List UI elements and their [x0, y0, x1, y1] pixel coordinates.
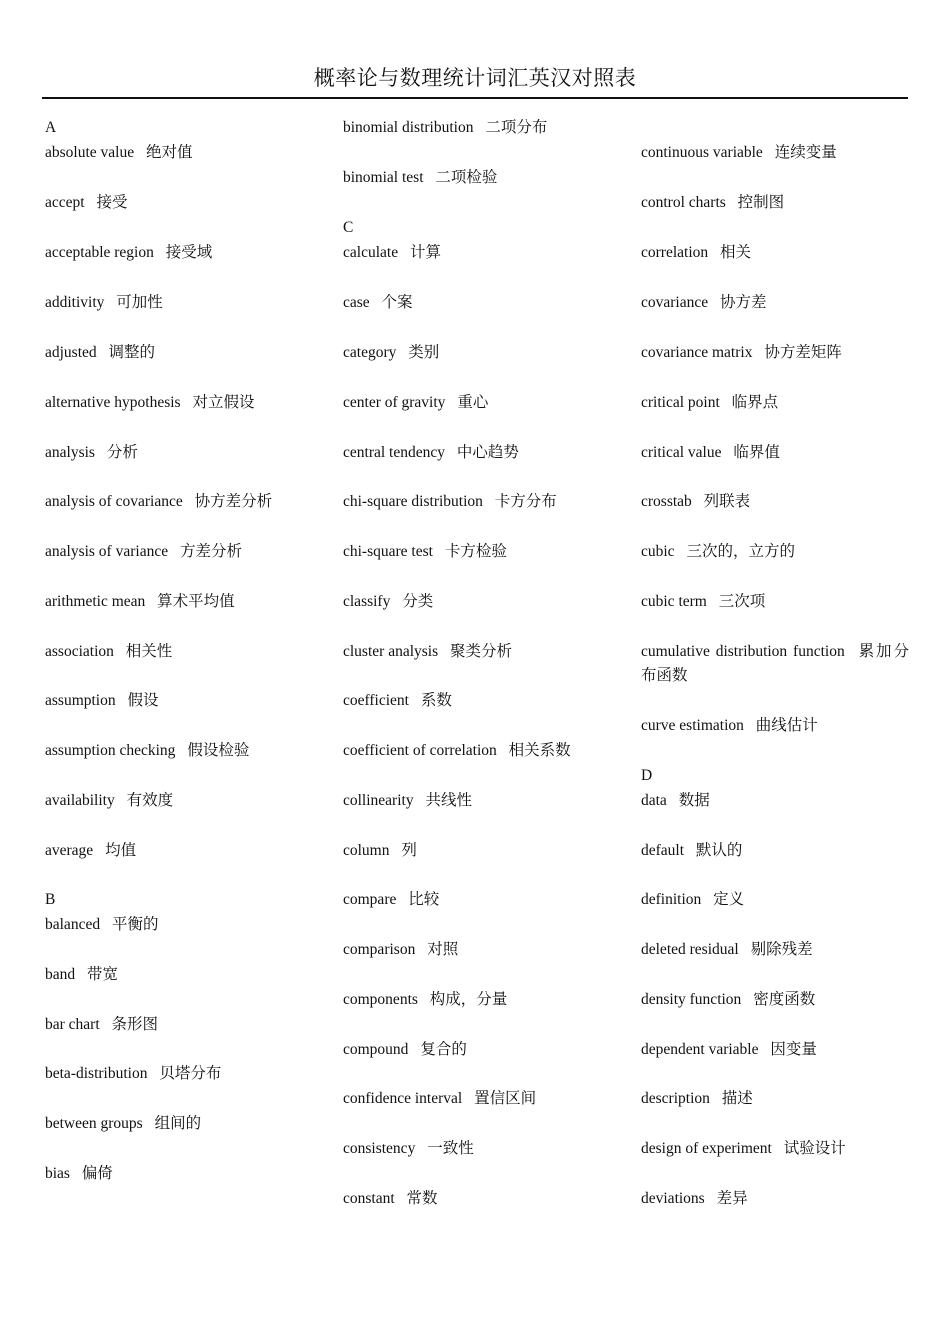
glossary-entry: [343, 391, 488, 415]
term-english: assumption: [45, 692, 116, 709]
term-chinese: 密度函数: [753, 991, 816, 1008]
term-english: bar chart: [45, 1016, 100, 1033]
term-chinese: 平衡的: [111, 916, 159, 933]
term-english: default: [641, 842, 685, 859]
term-chinese: 复合的: [420, 1041, 467, 1058]
term-english: acceptable region: [45, 244, 154, 261]
glossary-entry: [343, 1137, 474, 1161]
term-english: analysis: [45, 444, 95, 461]
term-chinese: 方差分析: [179, 543, 242, 560]
term-english: definition: [641, 891, 702, 908]
glossary-entry: [343, 116, 547, 140]
term-chinese: 类别: [408, 344, 440, 361]
section-letter: A: [45, 119, 57, 136]
glossary-entry: [343, 839, 417, 863]
term-chinese: 试验设计: [783, 1140, 846, 1157]
term-chinese: 三次的，立方的: [686, 543, 795, 560]
term-english: binomial test: [343, 169, 424, 186]
term-chinese: 列: [401, 842, 417, 859]
term-english: central tendency: [343, 444, 445, 461]
glossary-entry: [641, 341, 842, 365]
term-english: binomial distribution: [343, 119, 474, 136]
glossary-entry: [45, 1062, 221, 1086]
term-chinese: 对照: [427, 941, 459, 958]
term-chinese: 卡方检验: [444, 543, 507, 560]
term-chinese: 连续变量: [774, 144, 837, 161]
glossary-entry: [641, 1187, 748, 1211]
glossary-entry: [45, 739, 249, 763]
term-chinese: 对立假设: [192, 394, 255, 411]
term-english: comparison: [343, 941, 416, 958]
glossary-entry: [343, 1038, 467, 1062]
term-chinese: 临界点: [731, 394, 779, 411]
glossary-entry: [343, 789, 472, 813]
glossary-entry: [343, 441, 519, 465]
term-chinese: 共线性: [425, 792, 472, 809]
term-chinese: 可加性: [116, 294, 163, 311]
term-english: availability: [45, 792, 115, 809]
term-english: control charts: [641, 194, 726, 211]
term-chinese: 定义: [713, 891, 745, 908]
glossary-entry: [343, 739, 571, 763]
glossary-entry: [641, 1087, 753, 1111]
term-english: cubic term: [641, 593, 707, 610]
term-chinese: 常数: [406, 1190, 438, 1207]
section-letter: B: [45, 891, 56, 908]
term-chinese: 分类: [402, 593, 434, 610]
glossary-entry: [641, 590, 765, 614]
section-letter: D: [641, 767, 653, 784]
term-english: crosstab: [641, 493, 692, 510]
term-english: analysis of variance: [45, 543, 169, 560]
title-divider: [42, 97, 908, 99]
term-english: assumption checking: [45, 742, 176, 759]
term-english: accept: [45, 194, 85, 211]
glossary-entry: [45, 913, 158, 937]
term-english: compound: [343, 1041, 409, 1058]
term-english: between groups: [45, 1115, 143, 1132]
term-english: data: [641, 792, 667, 809]
glossary-entry: [45, 963, 118, 987]
term-chinese: 二项检验: [435, 169, 498, 186]
term-english: center of gravity: [343, 394, 446, 411]
glossary-entry: [641, 938, 813, 962]
term-chinese: 假设: [127, 692, 159, 709]
glossary-entry: [641, 789, 710, 813]
glossary-entry: [641, 1137, 846, 1161]
term-english: calculate: [343, 244, 399, 261]
glossary-entry: [343, 938, 458, 962]
glossary-entry: [45, 441, 138, 465]
term-chinese: 协方差分析: [194, 493, 273, 510]
term-english: critical point: [641, 394, 720, 411]
term-english: deviations: [641, 1190, 705, 1207]
term-chinese: 默认的: [695, 842, 743, 859]
term-chinese: 中心趋势: [456, 444, 519, 461]
glossary-entry: [343, 1087, 536, 1111]
glossary-entry: [45, 141, 193, 165]
glossary-entry: [45, 1013, 158, 1037]
glossary-entry: [45, 391, 254, 415]
term-english: collinearity: [343, 792, 414, 809]
term-english: coefficient: [343, 692, 409, 709]
glossary-entry: [343, 341, 439, 365]
term-chinese: 列联表: [703, 493, 751, 510]
term-chinese: 计算: [409, 244, 441, 261]
term-chinese: 相关系数: [508, 742, 571, 759]
glossary-entry: [343, 689, 452, 713]
glossary-entry: [343, 490, 557, 514]
glossary-entry: [641, 391, 778, 415]
glossary-entry: [641, 839, 742, 863]
glossary-entry: [343, 888, 439, 912]
term-chinese: 数据: [678, 792, 710, 809]
term-chinese: 因变量: [770, 1041, 817, 1058]
term-english: adjusted: [45, 344, 97, 361]
term-english: cluster analysis: [343, 643, 439, 660]
glossary-entry: [45, 1112, 201, 1136]
term-english: alternative hypothesis: [45, 394, 181, 411]
term-chinese: 接受域: [165, 244, 213, 261]
glossary-entry: [45, 640, 172, 664]
term-english: components: [343, 991, 418, 1008]
term-chinese: 控制图: [737, 194, 785, 211]
glossary-entry: [343, 640, 512, 664]
term-english: dependent variable: [641, 1041, 759, 1058]
term-chinese: 累加分布函数: [641, 643, 910, 684]
term-chinese: 组间的: [154, 1115, 202, 1132]
term-chinese: 置信区间: [474, 1090, 537, 1107]
term-english: balanced: [45, 916, 101, 933]
term-chinese: 绝对值: [145, 144, 193, 161]
term-english: classify: [343, 593, 391, 610]
term-chinese: 假设检验: [187, 742, 250, 759]
term-chinese: 系数: [420, 692, 452, 709]
term-chinese: 个案: [381, 294, 413, 311]
term-english: confidence interval: [343, 1090, 463, 1107]
term-english: description: [641, 1090, 710, 1107]
glossary-entry: [343, 241, 441, 265]
term-english: absolute value: [45, 144, 135, 161]
term-english: constant: [343, 1190, 395, 1207]
term-english: consistency: [343, 1140, 416, 1157]
term-chinese: 描述: [721, 1090, 753, 1107]
term-chinese: 临界值: [733, 444, 780, 461]
term-english: critical value: [641, 444, 722, 461]
term-chinese: 相关: [720, 244, 752, 261]
term-chinese: 相关性: [125, 643, 173, 660]
term-english: design of experiment: [641, 1140, 772, 1157]
glossary-entry: [641, 988, 815, 1012]
glossary-entry: [45, 540, 242, 564]
glossary-entry: [45, 789, 173, 813]
term-english: cubic: [641, 543, 675, 560]
term-chinese: 二项分布: [485, 119, 548, 136]
term-chinese: 剔除残差: [750, 941, 813, 958]
term-chinese: 均值: [105, 842, 137, 859]
term-chinese: 比较: [408, 891, 440, 908]
glossary-entry: [343, 291, 413, 315]
term-chinese: 偏倚: [81, 1165, 113, 1182]
glossary-entry: [343, 166, 497, 190]
glossary-entry: [45, 839, 136, 863]
term-chinese: 曲线估计: [755, 717, 818, 734]
glossary-entry: [45, 341, 155, 365]
term-chinese: 卡方分布: [494, 493, 557, 510]
glossary-entry: [641, 291, 767, 315]
term-english: cumulative distribution function: [641, 643, 845, 660]
term-chinese: 聚类分析: [450, 643, 513, 660]
term-english: coefficient of correlation: [343, 742, 497, 759]
term-english: category: [343, 344, 397, 361]
term-english: association: [45, 643, 114, 660]
glossary-entry: [641, 640, 909, 688]
term-english: deleted residual: [641, 941, 739, 958]
term-english: covariance matrix: [641, 344, 753, 361]
term-chinese: 贝塔分布: [159, 1065, 222, 1082]
term-chinese: 一致性: [427, 1140, 474, 1157]
glossary-entry: [45, 490, 272, 514]
term-chinese: 接受: [96, 194, 128, 211]
glossary-entry: [641, 490, 750, 514]
term-english: curve estimation: [641, 717, 744, 734]
glossary-entry: [45, 689, 159, 713]
page-title: 概率论与数理统计词汇英汉对照表: [313, 66, 637, 90]
term-chinese: 构成，分量: [429, 991, 508, 1008]
term-english: case: [343, 294, 370, 311]
glossary-entry: [343, 540, 507, 564]
term-chinese: 协方差矩阵: [764, 344, 842, 361]
glossary-entry: [641, 540, 795, 564]
glossary-entry: [343, 590, 433, 614]
term-chinese: 分析: [106, 444, 138, 461]
term-chinese: 调整的: [108, 344, 156, 361]
term-chinese: 条形图: [111, 1016, 159, 1033]
term-english: analysis of covariance: [45, 493, 183, 510]
glossary-entry: [45, 1162, 113, 1186]
glossary-entry: [641, 141, 837, 165]
glossary-entry: [45, 590, 235, 614]
glossary-entry: [343, 988, 507, 1012]
term-chinese: 协方差: [720, 294, 767, 311]
term-chinese: 有效度: [126, 792, 174, 809]
glossary-entry: [641, 241, 751, 265]
term-english: continuous variable: [641, 144, 763, 161]
glossary-entry: [641, 191, 784, 215]
term-english: compare: [343, 891, 397, 908]
term-english: chi-square test: [343, 543, 433, 560]
term-english: beta-distribution: [45, 1065, 148, 1082]
glossary-entry: [641, 714, 818, 738]
term-english: additivity: [45, 294, 105, 311]
term-english: average: [45, 842, 94, 859]
term-english: arithmetic mean: [45, 593, 146, 610]
term-chinese: 三次项: [718, 593, 766, 610]
glossary-entry: [45, 191, 127, 215]
glossary-entry: [343, 1187, 438, 1211]
term-english: covariance: [641, 294, 709, 311]
term-english: correlation: [641, 244, 709, 261]
term-english: density function: [641, 991, 742, 1008]
glossary-entry: [641, 888, 744, 912]
term-chinese: 重心: [457, 394, 489, 411]
term-english: chi-square distribution: [343, 493, 483, 510]
term-english: band: [45, 966, 76, 983]
glossary-entry: [641, 1038, 817, 1062]
term-english: bias: [45, 1165, 70, 1182]
glossary-entry: [641, 441, 780, 465]
term-chinese: 算术平均值: [157, 593, 235, 610]
section-letter: C: [343, 219, 354, 236]
term-chinese: 差异: [716, 1190, 748, 1207]
glossary-entry: [45, 241, 212, 265]
glossary-entry: [45, 291, 163, 315]
term-chinese: 带宽: [87, 966, 119, 983]
term-english: column: [343, 842, 390, 859]
